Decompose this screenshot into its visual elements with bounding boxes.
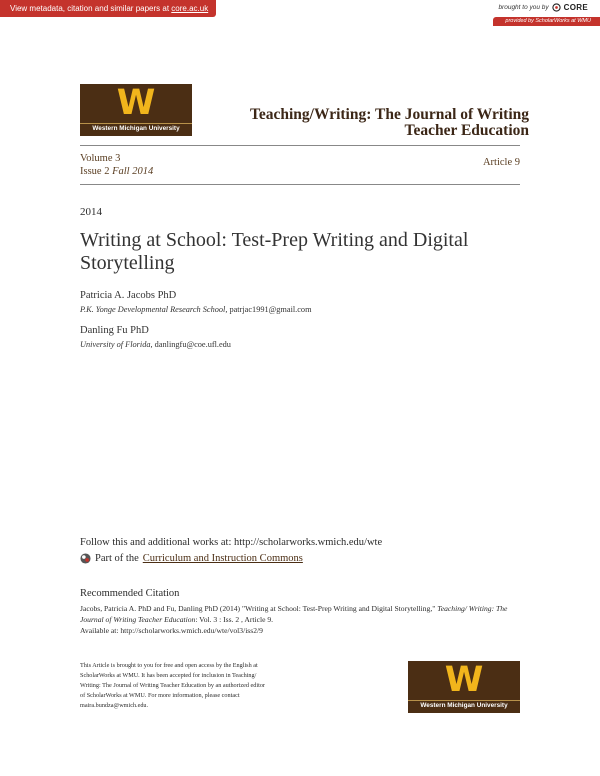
logo-divider: [408, 700, 520, 701]
citation-text: [80, 603, 520, 636]
core-brought-by[interactable]: [498, 3, 588, 12]
note-line: ScholarWorks at WMU. It has been accepted for inclusion in Teaching/: [80, 672, 257, 679]
article-title: [80, 229, 520, 275]
core-view-text: View metadata, citation and similar papers at: [10, 4, 172, 13]
core-link[interactable]: core.ac.uk: [171, 4, 209, 13]
issue-season: Fall 2014: [112, 166, 154, 177]
note-line: This Article is brought to you for free and open access by the English at: [80, 662, 258, 669]
core-brought-text: brought to you by: [498, 4, 549, 11]
author-email[interactable]: , danlingfu@coe.ufl.edu: [150, 340, 231, 349]
citation-available[interactable]: Available at: http://scholarworks.wmich.edu/wte/vol3/iss2/9: [80, 626, 263, 635]
article-number: Article 9: [482, 157, 520, 168]
author-email[interactable]: , patrjac1991@gmail.com: [225, 305, 312, 314]
wmu-logo-footer: [408, 661, 520, 713]
journal-title: [209, 107, 529, 139]
university-name: Western Michigan University: [92, 125, 180, 132]
issue-label: [80, 166, 153, 177]
header-rule-bottom: [80, 184, 520, 185]
author-affiliation: [80, 340, 231, 349]
journal-title-line1: Teaching/Writing: The Journal of Writing: [249, 106, 529, 123]
follow-link[interactable]: Follow this and additional works at: http://scholarworks.wmich.edu/wte: [80, 537, 383, 548]
citation-prefix: Jacobs, Patricia A. PhD and Fu, Danling PhD (2014) "Writing at School: Test-Prep Writing and Digital Storytelling,": [80, 604, 438, 613]
author-affiliation: [80, 305, 312, 314]
issue-number: Issue 2: [80, 166, 110, 177]
commons-network-icon: [80, 553, 91, 564]
core-logo-icon: [552, 3, 561, 12]
journal-title-line2: Teacher Education: [404, 122, 529, 139]
affiliation-institution: University of Florida: [80, 340, 151, 349]
author-name: Patricia A. Jacobs PhD: [80, 290, 177, 301]
wmu-logo: [80, 84, 192, 136]
author-name: Danling Fu PhD: [80, 325, 149, 336]
recommended-citation-heading: Recommended Citation: [80, 588, 180, 599]
affiliation-institution: P.K. Yonge Developmental Research School: [80, 305, 226, 314]
university-name: Western Michigan University: [420, 702, 508, 709]
note-line: Writing: The Journal of Writing Teacher Education by an authorized editor: [80, 682, 265, 689]
article-title-line2: Storytelling: [80, 252, 175, 274]
volume-label: Volume 3: [80, 153, 121, 164]
wmu-w-mark: W: [444, 660, 484, 700]
commons-link[interactable]: Curriculum and Instruction Commons: [142, 553, 303, 564]
open-access-note: [80, 661, 295, 711]
part-of-prefix: Part of the: [95, 553, 139, 564]
core-view-metadata: [0, 0, 216, 17]
note-contact-email[interactable]: maira.bundza@wmich.edu.: [80, 702, 149, 709]
core-provided-by[interactable]: provided by ScholarWorks at WMU: [493, 17, 600, 26]
part-of-line: [80, 553, 303, 564]
citation-suffix: : Vol. 3 : Iss. 2 , Article 9.: [195, 615, 274, 624]
core-banner: [0, 0, 600, 26]
core-brand: CORE: [563, 3, 588, 12]
note-line: of ScholarWorks at WMU. For more information, please contact: [80, 692, 240, 699]
logo-divider: [80, 123, 192, 124]
article-title-line1: Writing at School: Test-Prep Writing and Digital: [80, 229, 469, 251]
citation-journal: Teaching/ Writing: The Journal of Writing Teacher Education: [80, 604, 508, 624]
wmu-w-mark: W: [116, 83, 156, 123]
publication-year: 2014: [80, 206, 102, 218]
header-rule-top: [80, 145, 520, 146]
